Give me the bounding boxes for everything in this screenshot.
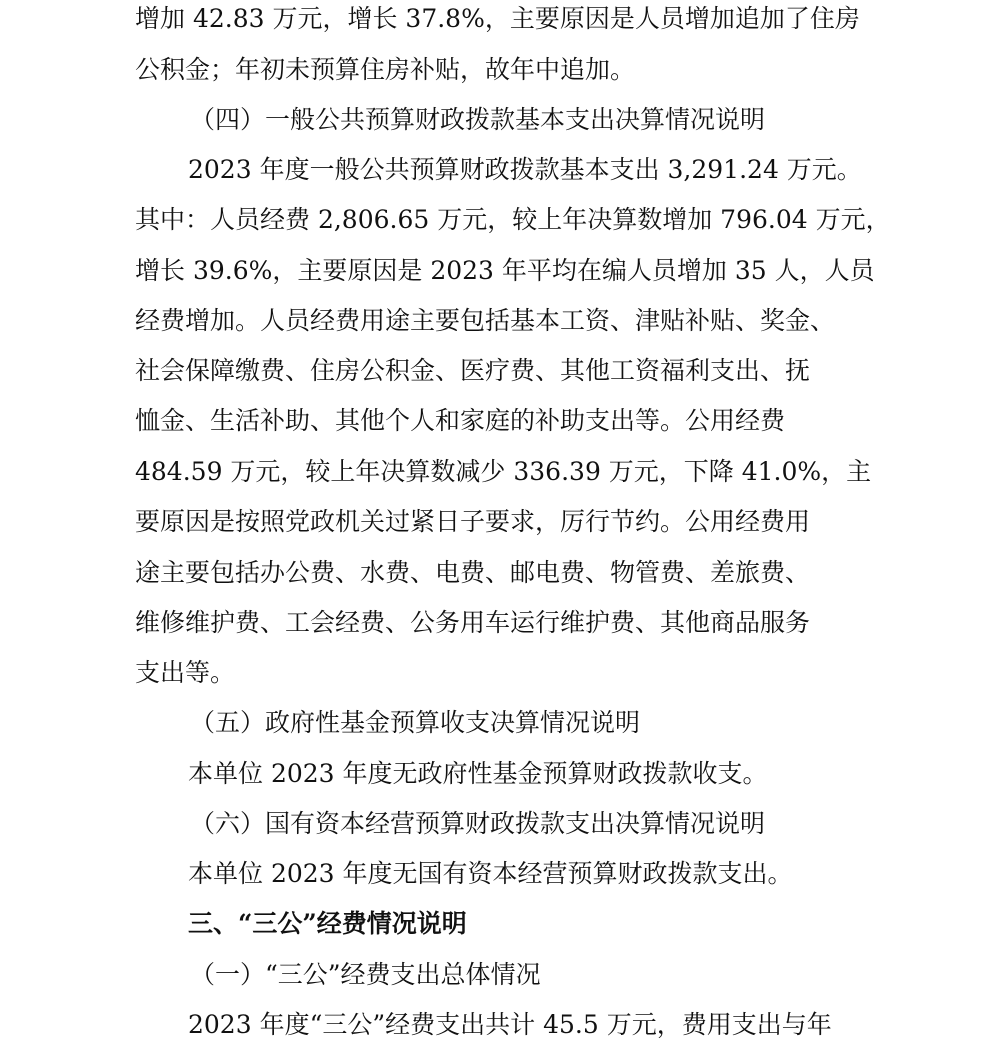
paragraph-line: 要原因是按照党政机关过紧日子要求，厉行节约。公用经费用 <box>135 507 811 536</box>
paragraph-line: 本单位 2023 年度无政府性基金预算财政拨款收支。 <box>188 759 768 788</box>
section-heading: （五）政府性基金预算收支决算情况说明 <box>190 708 641 737</box>
section-heading: （四）一般公共预算财政拨款基本支出决算情况说明 <box>190 105 766 134</box>
paragraph-line: 途主要包括办公费、水费、电费、邮电费、物管费、差旅费、 <box>135 558 811 587</box>
paragraph-line: 本单位 2023 年度无国有资本经营预算财政拨款支出。 <box>188 859 793 888</box>
paragraph-line: 2023 年度“三公”经费支出共计 45.5 万元，费用支出与年 <box>188 1010 832 1039</box>
paragraph-line: 恤金、生活补助、其他个人和家庭的补助支出等。公用经费 <box>135 406 786 435</box>
paragraph-line: 增长 39.6%，主要原因是 2023 年平均在编人员增加 35 人，人员 <box>135 256 875 285</box>
paragraph-line: 484.59 万元，较上年决算数减少 336.39 万元，下降 41.0%，主 <box>135 457 872 486</box>
paragraph-line: 增加 42.83 万元，增长 37.8%，主要原因是人员增加追加了住房 <box>135 4 860 33</box>
paragraph-line: 公积金；年初未预算住房补贴，故年中追加。 <box>135 55 636 84</box>
paragraph-line: 2023 年度一般公共预算财政拨款基本支出 3,291.24 万元。 <box>188 155 862 184</box>
section-heading: （六）国有资本经营预算财政拨款支出决算情况说明 <box>190 809 766 838</box>
section-heading: （一）“三公”经费支出总体情况 <box>190 960 541 989</box>
paragraph-line: 维修维护费、工会经费、公务用车运行维护费、其他商品服务 <box>135 608 811 637</box>
paragraph-line: 支出等。 <box>135 658 236 687</box>
paragraph-line: 其中：人员经费 2,806.65 万元，较上年决算数增加 796.04 万元， <box>135 205 891 234</box>
paragraph-line: 社会保障缴费、住房公积金、医疗费、其他工资福利支出、抚 <box>135 356 811 385</box>
paragraph-line: 经费增加。人员经费用途主要包括基本工资、津贴补贴、奖金、 <box>135 306 836 335</box>
chapter-heading: 三、“三公”经费情况说明 <box>188 909 467 938</box>
